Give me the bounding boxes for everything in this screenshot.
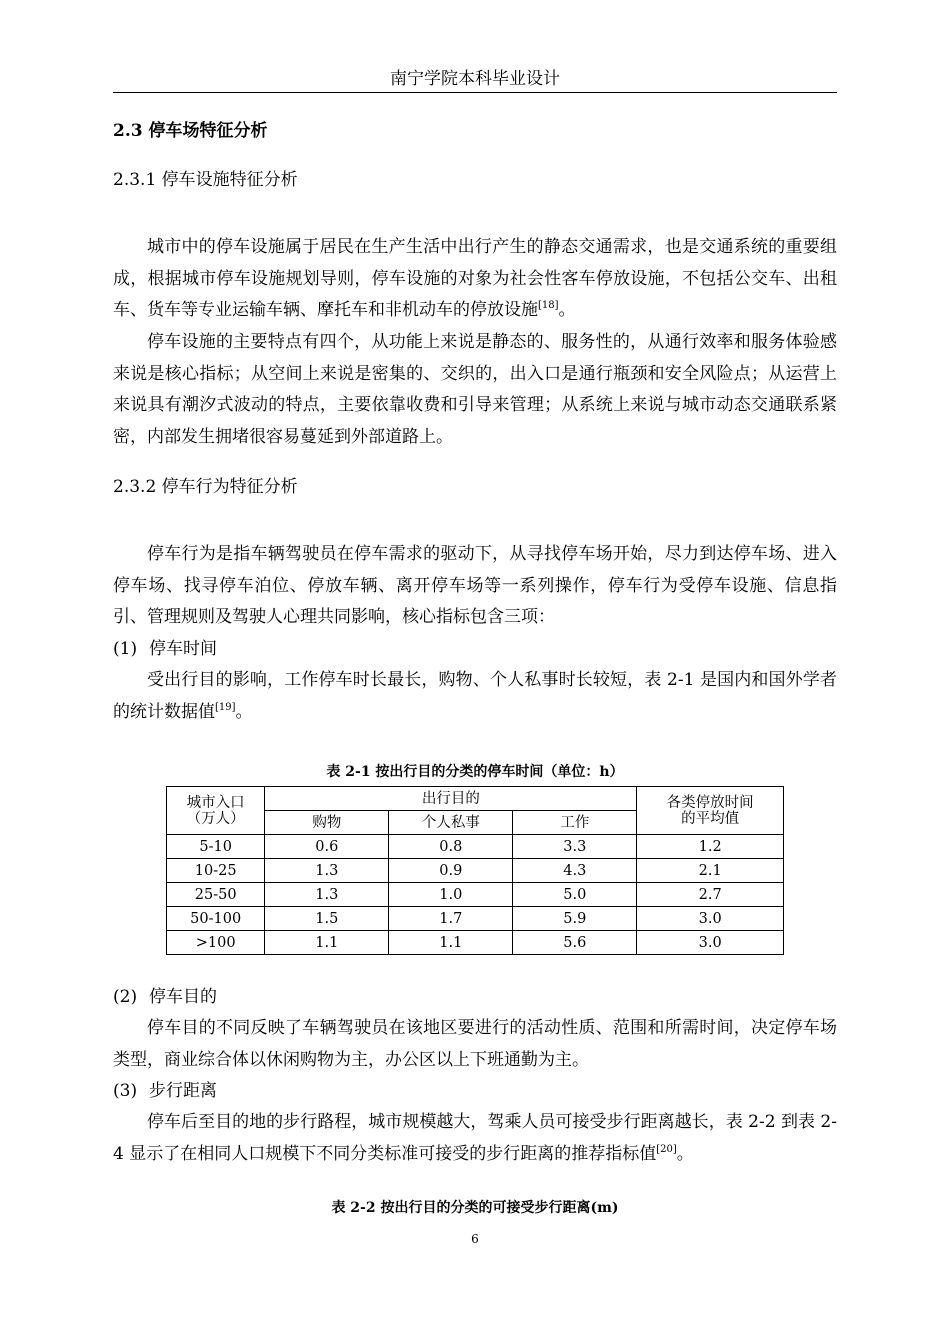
table-header-row <box>167 787 784 811</box>
list-item-number: (1) <box>113 639 138 659</box>
table-row <box>167 907 784 931</box>
header-rule <box>113 92 837 93</box>
table-cell: 3.3 <box>513 835 637 859</box>
paragraph-text: 受出行目的影响，工作停车时长最长，购物、个人私事时长较短，表 2-1 是国内和国外学者的统计数据值 <box>113 670 837 722</box>
table-cell: 1.7 <box>389 907 513 931</box>
table-cell: 3.0 <box>637 931 784 955</box>
paragraph-text: 停车后至目的地的步行路程，城市规模越大，驾乘人员可接受步行距离越长，表 2-2 到表 2-4 显示了在相同人口规模下不同分类标准可接受的步行距离的推荐指标值 <box>113 1112 837 1164</box>
table-cell: 1.3 <box>265 859 389 883</box>
subheader-personal: 个人私事 <box>389 811 513 835</box>
table-row <box>167 883 784 907</box>
table-row <box>167 931 784 955</box>
paragraph-walking-distance <box>113 1107 837 1170</box>
subsection-heading-2: 2.3.2 停车行为特征分析 <box>113 477 298 497</box>
paragraph-text: 城市中的停车设施属于居民在生产生活中出行产生的静态交通需求，也是交通系统的重要组成，根据城市停车设施规划导则，停车设施的对象为社会性客车停放设施，不包括公交车、出租车、货车等专业运输车辆、摩托车和非机动车的停放设施 <box>113 237 837 320</box>
paragraph-behavior-1: 停车行为是指车辆驾驶员在停车需求的驱动下，从寻找停车场开始，尽力到达停车场、进入停车场、找寻停车泊位、停放车辆、离开停车场等一系列操作，停车行为受停车设施、信息指引、管理规则及驾驶人心理共同影响，核心指标包含三项： <box>113 544 837 627</box>
table-cell: 5.0 <box>513 883 637 907</box>
paragraph-parking-purpose: 停车目的不同反映了车辆驾驶员在该地区要进行的活动性质、范围和所需时间，决定停车场类型，商业综合体以休闲购物为主，办公区以上下班通勤为主。 <box>113 1018 837 1070</box>
table-cell: 0.6 <box>265 835 389 859</box>
table-cell: 1.5 <box>265 907 389 931</box>
table-cell: 2.1 <box>637 859 784 883</box>
paragraph-facility-2: 停车设施的主要特点有四个，从功能上来说是静态的、服务性的，从通行效率和服务体验感来说是核心指标；从空间上来说是密集的、交织的，出入口是通行瓶颈和安全风险点；从运营上来说具有潮汐式波动的特点，主要依靠收费和引导来管理；从系统上来说与城市动态交通联系紧密，内部发生拥堵很容易蔓延到外部道路上。 <box>113 332 837 447</box>
table-cell: 4.3 <box>513 859 637 883</box>
citation-ref: [18] <box>538 300 559 311</box>
page-header: 南宁学院本科毕业设计 <box>390 69 560 89</box>
header-average: 各类停放时间 的平均值 <box>637 787 784 835</box>
subheader-shopping: 购物 <box>265 811 389 835</box>
section-heading: 2.3 停车场特征分析 <box>113 121 268 141</box>
table-cell: 1.0 <box>389 883 513 907</box>
table-cell: 0.8 <box>389 835 513 859</box>
table-cell: 1.1 <box>265 931 389 955</box>
list-item-3 <box>113 1076 837 1107</box>
table-caption-2: 表 2-2 按出行目的分类的可接受步行距离(m) <box>331 1200 619 1216</box>
list-item-label: 停车时间 <box>149 639 217 659</box>
table-cell: 5-10 <box>167 835 265 859</box>
table-cell: 10-25 <box>167 859 265 883</box>
list-item-number: (3) <box>113 1081 138 1101</box>
list-item-label: 停车目的 <box>149 987 217 1007</box>
table-cell: 1.2 <box>637 835 784 859</box>
paragraph-facility-1 <box>113 232 837 327</box>
table-cell: 5.6 <box>513 931 637 955</box>
table-caption-1: 表 2-1 按出行目的分类的停车时间（单位：h） <box>326 764 624 780</box>
paragraph-end: 。 <box>558 300 576 320</box>
subsection-heading-1: 2.3.1 停车设施特征分析 <box>113 170 298 190</box>
table-cell: 1.3 <box>265 883 389 907</box>
list-item-label: 步行距离 <box>149 1081 217 1101</box>
table-cell: 3.0 <box>637 907 784 931</box>
parking-time-table <box>166 786 784 955</box>
table-cell: 0.9 <box>389 859 513 883</box>
citation-ref: [19] <box>215 701 236 713</box>
paragraph-parking-time <box>113 665 837 728</box>
header-city-population: 城市入口 （万人） <box>167 787 265 835</box>
page-number: 6 <box>471 1232 479 1246</box>
table-cell: 1.1 <box>389 931 513 955</box>
table-cell: 50-100 <box>167 907 265 931</box>
list-item-2 <box>113 982 837 1013</box>
paragraph-end: 。 <box>676 1143 694 1164</box>
subheader-work: 工作 <box>513 811 637 835</box>
table-cell: 2.7 <box>637 883 784 907</box>
header-trip-purpose: 出行目的 <box>265 787 637 811</box>
citation-ref: [20] <box>656 1143 677 1155</box>
table-row <box>167 859 784 883</box>
table-cell: 5.9 <box>513 907 637 931</box>
paragraph-end: 。 <box>235 701 253 722</box>
table-cell: >100 <box>167 931 265 955</box>
list-item-1 <box>113 634 837 665</box>
table-row <box>167 835 784 859</box>
list-item-number: (2) <box>113 987 138 1007</box>
table-cell: 25-50 <box>167 883 265 907</box>
